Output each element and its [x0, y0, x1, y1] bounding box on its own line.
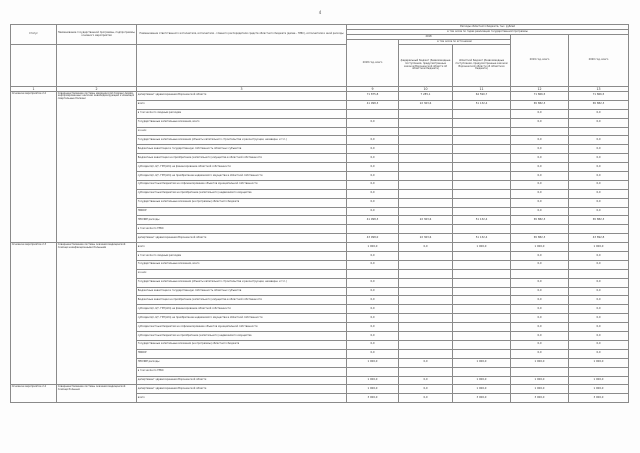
row-label: НИОКР: [137, 349, 347, 358]
value-cell: 0,0: [399, 394, 453, 403]
value-cell: [453, 127, 511, 136]
section-status: Основное мероприятие 2.2: [11, 92, 57, 243]
value-cell: 0,0: [569, 323, 629, 332]
row-label: в том числе по ГРБС:: [137, 225, 347, 234]
header-2018-total: 2018 год, всего: [347, 40, 399, 87]
value-cell: [399, 136, 453, 145]
value-cell: 0,0: [569, 154, 629, 163]
row-label: в том числе по ГРБС:: [137, 367, 347, 376]
row-label: Государственные капитальные вложения, всего: [137, 118, 347, 127]
row-label: Государственные капитальные вложения (объекты капитального строительства и реконструкции, незаверш. и т.п.): [137, 136, 347, 145]
value-cell: 3 000,0: [453, 394, 511, 403]
page-number: 4: [318, 10, 322, 15]
value-cell: 0,0: [511, 109, 569, 118]
value-cell: 1 000,0: [347, 376, 399, 385]
value-cell: [399, 198, 453, 207]
value-cell: [347, 225, 399, 234]
value-cell: [453, 198, 511, 207]
value-cell: [399, 296, 453, 305]
value-cell: [453, 296, 511, 305]
value-cell: 0,0: [347, 278, 399, 287]
value-cell: 71 866,5: [511, 92, 569, 101]
value-cell: [453, 332, 511, 341]
value-cell: 0,0: [511, 154, 569, 163]
row-label: Государственные капитальные вложения (объекты капитального строительства и реконструкции, незаверш. и т.п.): [137, 278, 347, 287]
value-cell: 0,0: [399, 358, 453, 367]
value-cell: 1 000,0: [511, 243, 569, 252]
value-cell: [453, 252, 511, 261]
row-label: Бюджетные инвестиции на приобретение (капитального) имущества в областной собственности: [137, 154, 347, 163]
value-cell: [511, 269, 569, 278]
value-cell: [453, 145, 511, 154]
value-cell: [399, 145, 453, 154]
value-cell: [453, 314, 511, 323]
row-label: всего: [137, 243, 347, 252]
value-cell: [399, 260, 453, 269]
value-cell: [399, 323, 453, 332]
row-label: Государственные капитальные вложения, всего: [137, 260, 347, 269]
value-cell: 0,0: [347, 287, 399, 296]
value-cell: 0,0: [347, 260, 399, 269]
row-label: субсидии ЦС, ЦТ, ГУП(обл) на приобретение недвижимого имущества в областной собственности: [137, 314, 347, 323]
value-cell: 22 363,6: [399, 234, 453, 243]
value-cell: 1 000,0: [347, 243, 399, 252]
value-cell: 0,0: [511, 252, 569, 261]
value-cell: 0,0: [511, 332, 569, 341]
value-cell: 0,0: [347, 323, 399, 332]
value-cell: 0,0: [569, 332, 629, 341]
section-name: Совершенствование системы медицинской помощи людям, информированных наличии инвалидизирующей и имеющих смертельные болезни: [57, 92, 137, 243]
value-cell: 0,0: [347, 180, 399, 189]
value-cell: 0,0: [347, 296, 399, 305]
value-cell: 0,0: [347, 172, 399, 181]
value-cell: 0,0: [569, 109, 629, 118]
value-cell: 1 000,0: [511, 385, 569, 394]
value-cell: [399, 305, 453, 314]
value-cell: 1 000,0: [569, 358, 629, 367]
value-cell: [453, 349, 511, 358]
value-cell: 0,0: [569, 180, 629, 189]
value-cell: [399, 287, 453, 296]
value-cell: [399, 349, 453, 358]
value-cell: 1 000,0: [569, 376, 629, 385]
header-federal-budget: федеральный бюджет (безвозмездные поступления, предусмотренные законом Воронежской области об областном бюджете): [399, 45, 453, 87]
value-cell: [399, 163, 453, 172]
value-cell: [569, 225, 629, 234]
value-cell: 0,0: [347, 252, 399, 261]
value-cell: 0,0: [569, 118, 629, 127]
value-cell: 0,0: [347, 189, 399, 198]
value-cell: [453, 323, 511, 332]
row-label: ПРОЧИЕ расходы: [137, 216, 347, 225]
value-cell: [511, 367, 569, 376]
value-cell: [453, 340, 511, 349]
value-cell: [511, 127, 569, 136]
value-cell: 0,0: [399, 385, 453, 394]
value-cell: [399, 118, 453, 127]
value-cell: 7 285,1: [399, 92, 453, 101]
value-cell: 0,0: [569, 145, 629, 154]
row-label: Бюджетные инвестиции в государственную собственность областных субъектов: [137, 287, 347, 296]
row-label: субсидии ЦС, ЦТ, ГУП(обл) на приобретение недвижимого имущества в областной собственности: [137, 172, 347, 181]
value-cell: 0,0: [347, 198, 399, 207]
value-cell: [453, 278, 511, 287]
value-cell: [399, 225, 453, 234]
header-year-2020: 2020 год, всего: [569, 35, 629, 87]
row-label: департамент здравоохранения Воронежской области: [137, 376, 347, 385]
value-cell: [453, 172, 511, 181]
value-cell: 0,0: [511, 287, 569, 296]
row-label: субсидии ЦС, ЦТ, ГУП(обл) на финансирование областной собственности: [137, 163, 347, 172]
row-label: департамент здравоохранения Воронежской области: [137, 234, 347, 243]
header-year-2019: 2019 год, всего: [511, 35, 569, 87]
value-cell: 0,0: [347, 136, 399, 145]
column-number: 13: [569, 87, 629, 92]
table-row: [11, 243, 629, 252]
value-cell: [569, 367, 629, 376]
value-cell: 43 998,0: [347, 234, 399, 243]
value-cell: 1 000,0: [569, 385, 629, 394]
value-cell: 0,0: [511, 172, 569, 181]
value-cell: 0,0: [347, 163, 399, 172]
value-cell: 0,0: [569, 296, 629, 305]
section-name: Совершенствование системы оказания медицинской помощи больным: [57, 385, 137, 403]
value-cell: 0,0: [511, 207, 569, 216]
value-cell: [399, 314, 453, 323]
value-cell: 22 363,6: [399, 100, 453, 109]
row-label: департамент здравоохранения Воронежской области: [137, 92, 347, 101]
value-cell: 51 132,4: [453, 216, 511, 225]
value-cell: 51 132,4: [453, 234, 511, 243]
expense-table: [10, 24, 629, 403]
section-status: Основное мероприятие 2.4: [11, 385, 57, 403]
column-number: 2: [57, 87, 137, 92]
value-cell: [453, 136, 511, 145]
value-cell: 0,0: [569, 349, 629, 358]
row-label: всего: [137, 394, 347, 403]
value-cell: 0,0: [569, 163, 629, 172]
value-cell: 0,0: [569, 198, 629, 207]
value-cell: [399, 180, 453, 189]
value-cell: [347, 367, 399, 376]
value-cell: 0,0: [511, 323, 569, 332]
row-label: из них:: [137, 127, 347, 136]
value-cell: 41 998,3: [347, 100, 399, 109]
value-cell: 65 882,3: [569, 100, 629, 109]
value-cell: 0,0: [511, 136, 569, 145]
header-program-name: Наименование государственной программы, подпрограммы, основного мероприятия: [57, 25, 137, 45]
value-cell: 3 000,0: [569, 394, 629, 403]
value-cell: [399, 252, 453, 261]
value-cell: 1 000,0: [511, 358, 569, 367]
value-cell: 0,0: [569, 305, 629, 314]
value-cell: 41 998,3: [347, 216, 399, 225]
value-cell: 1 000,0: [347, 358, 399, 367]
row-label: всего: [137, 100, 347, 109]
row-label: субсидии местным бюджетам на приобретение (капитального) недвижимого имущества: [137, 189, 347, 198]
row-label: Бюджетные инвестиции в государственную собственность областных субъектов: [137, 145, 347, 154]
value-cell: 0,0: [569, 189, 629, 198]
value-cell: [453, 154, 511, 163]
section-name: Совершенствование системы оказания медицинской помощи неинфекционными больными: [57, 243, 137, 385]
value-cell: [453, 305, 511, 314]
value-cell: 0,0: [511, 278, 569, 287]
column-number: 3: [137, 87, 347, 92]
value-cell: 1 000,0: [453, 358, 511, 367]
value-cell: 0,0: [569, 278, 629, 287]
header-including: в том числе по годам реализации государственной программы: [347, 30, 629, 35]
value-cell: [453, 207, 511, 216]
row-label: Государственные капитальные вложения (на программы) областного бюджета: [137, 340, 347, 349]
row-label: Бюджетные инвестиции на приобретение (капитального) имущества в областной собственности: [137, 296, 347, 305]
value-cell: [399, 367, 453, 376]
value-cell: 0,0: [569, 207, 629, 216]
value-cell: 65 882,3: [511, 216, 569, 225]
header-regional-budget: областной бюджет (безвозмездные поступления, предусмотренные законом Воронежской области об областном бюджете): [453, 45, 511, 87]
value-cell: 0,0: [347, 305, 399, 314]
value-cell: 65 882,3: [569, 216, 629, 225]
value-cell: 1 000,0: [453, 385, 511, 394]
value-cell: 51 132,4: [453, 100, 511, 109]
value-cell: 71 866,5: [569, 92, 629, 101]
value-cell: 0,0: [511, 296, 569, 305]
value-cell: [399, 154, 453, 163]
section-status: Основное мероприятие 2.3: [11, 243, 57, 385]
value-cell: 0,0: [511, 189, 569, 198]
value-cell: [399, 340, 453, 349]
value-cell: [347, 109, 399, 118]
row-label: ПРОЧИЕ расходы: [137, 358, 347, 367]
value-cell: [399, 269, 453, 278]
row-label: субсидии местным бюджетам на приобретение (капитального) недвижимого имущества: [137, 332, 347, 341]
value-cell: 0,0: [399, 243, 453, 252]
value-cell: [453, 118, 511, 127]
header-year-2018: 2018: [347, 35, 511, 40]
value-cell: 43 892,8: [569, 234, 629, 243]
value-cell: 1 000,0: [511, 376, 569, 385]
value-cell: 0,0: [347, 207, 399, 216]
value-cell: [453, 189, 511, 198]
value-cell: 0,0: [569, 172, 629, 181]
row-label: департамент здравоохранения Воронежской области: [137, 385, 347, 394]
value-cell: 0,0: [511, 198, 569, 207]
value-cell: 71 875,8: [347, 92, 399, 101]
value-cell: 0,0: [347, 154, 399, 163]
value-cell: 65 882,3: [511, 100, 569, 109]
value-cell: 0,0: [399, 376, 453, 385]
column-number: 12: [511, 87, 569, 92]
row-label: из них:: [137, 269, 347, 278]
row-label: субсидии ЦС, ЦТ, ГУП(обл) на финансирование областной собственности: [137, 305, 347, 314]
column-number: 9: [347, 87, 399, 92]
value-cell: [347, 127, 399, 136]
value-cell: [399, 127, 453, 136]
value-cell: 0,0: [511, 260, 569, 269]
value-cell: [453, 109, 511, 118]
value-cell: 65 882,3: [511, 234, 569, 243]
value-cell: 0,0: [347, 145, 399, 154]
row-label: в том числе по сводным расходам: [137, 252, 347, 261]
value-cell: [453, 225, 511, 234]
header-expenses-title: Расходы областного бюджета, тыс. рублей: [347, 25, 629, 30]
value-cell: [347, 269, 399, 278]
value-cell: 3 000,0: [511, 394, 569, 403]
value-cell: 0,0: [511, 349, 569, 358]
value-cell: [399, 109, 453, 118]
value-cell: [453, 260, 511, 269]
column-number: 1: [11, 87, 57, 92]
value-cell: 0,0: [511, 145, 569, 154]
value-cell: 0,0: [347, 340, 399, 349]
header-status: Статус: [11, 25, 57, 45]
value-cell: [453, 180, 511, 189]
value-cell: [399, 172, 453, 181]
row-label: субсидии местным бюджетам на софинансирование объектов муниципальной собственности: [137, 180, 347, 189]
value-cell: [453, 367, 511, 376]
value-cell: 0,0: [569, 340, 629, 349]
value-cell: [453, 269, 511, 278]
value-cell: [399, 278, 453, 287]
column-number: 11: [453, 87, 511, 92]
value-cell: 0,0: [511, 180, 569, 189]
value-cell: [511, 225, 569, 234]
column-number: 10: [399, 87, 453, 92]
value-cell: [453, 163, 511, 172]
value-cell: 0,0: [569, 260, 629, 269]
value-cell: [569, 127, 629, 136]
row-label: субсидии местным бюджетам на софинансирование объектов муниципальной собственности: [137, 323, 347, 332]
value-cell: 3 000,0: [347, 394, 399, 403]
table-row: [11, 92, 629, 101]
row-label: Государственные капитальные вложения (на программы) областного бюджета: [137, 198, 347, 207]
value-cell: 1 000,0: [453, 376, 511, 385]
value-cell: 0,0: [511, 305, 569, 314]
value-cell: 22 363,6: [399, 216, 453, 225]
value-cell: [569, 269, 629, 278]
header-executor: Наименование ответственного исполнителя, исполнителя - главного распорядителя средств областного бюджета (далее - ГРБС), исполнителя и иной расходы: [137, 25, 347, 45]
row-label: в том числе по сводным расходам: [137, 109, 347, 118]
value-cell: 0,0: [569, 287, 629, 296]
value-cell: [399, 189, 453, 198]
value-cell: 64 590,7: [453, 92, 511, 101]
value-cell: 0,0: [511, 314, 569, 323]
header-incl-sources: в том числе по источникам: [399, 40, 511, 45]
value-cell: 0,0: [347, 314, 399, 323]
value-cell: 1 000,0: [453, 243, 511, 252]
value-cell: 0,0: [511, 118, 569, 127]
value-cell: 0,0: [347, 332, 399, 341]
value-cell: [453, 287, 511, 296]
table-row: [11, 385, 629, 394]
value-cell: 0,0: [347, 118, 399, 127]
value-cell: 0,0: [511, 340, 569, 349]
row-label: НИОКР: [137, 207, 347, 216]
value-cell: 0,0: [511, 163, 569, 172]
value-cell: 0,0: [569, 314, 629, 323]
value-cell: 0,0: [569, 252, 629, 261]
value-cell: 0,0: [569, 136, 629, 145]
value-cell: [399, 332, 453, 341]
value-cell: 0,0: [347, 349, 399, 358]
value-cell: 1 000,0: [569, 243, 629, 252]
value-cell: 1 000,0: [347, 385, 399, 394]
value-cell: [399, 207, 453, 216]
